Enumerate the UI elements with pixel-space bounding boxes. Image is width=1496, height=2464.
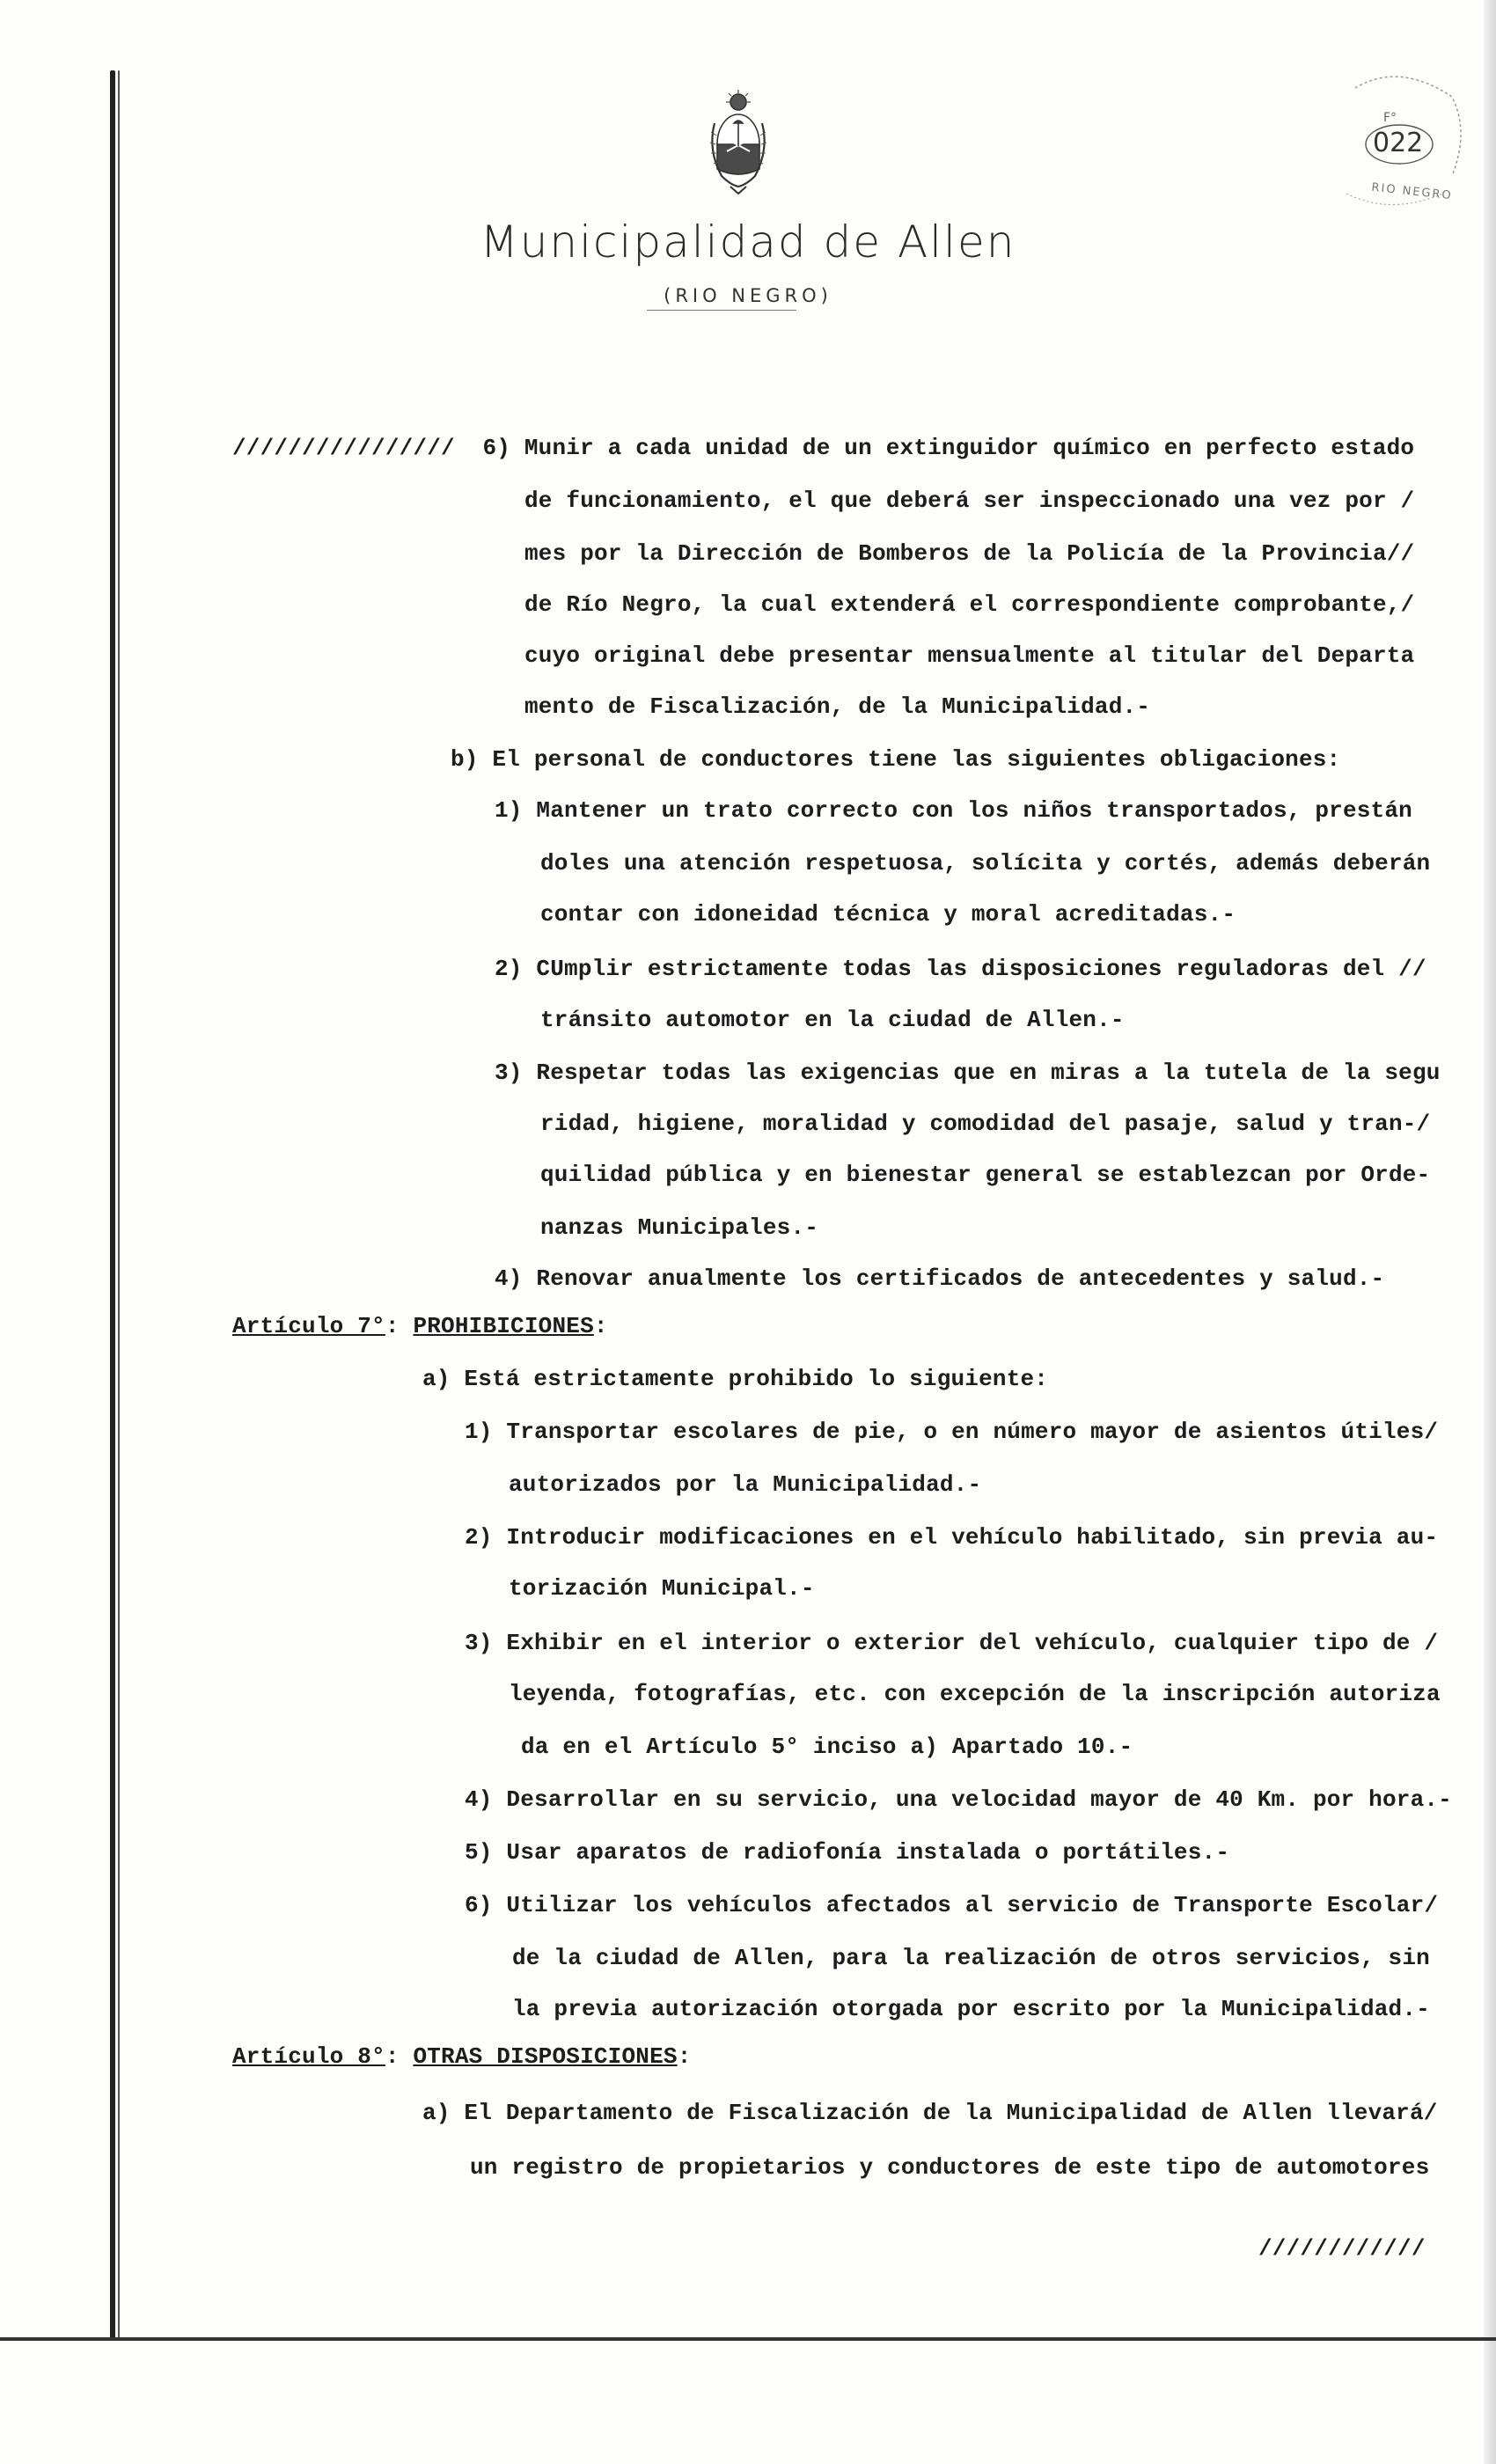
article-8-label: Artículo 8° bbox=[232, 2043, 385, 2070]
text-line: 3) Respetar todas las exigencias que en miras a la tutela de la segu bbox=[495, 1060, 1441, 1086]
text-line: da en el Artículo 5° inciso a) Apartado 10.- bbox=[521, 1734, 1133, 1760]
text-line: ridad, higiene, moralidad y comodidad del pasaje, salud y tran-/ bbox=[540, 1111, 1431, 1137]
article-8-end: : bbox=[677, 2043, 692, 2070]
binding-margin-line-inner bbox=[118, 70, 120, 2341]
stamp-number: 022 bbox=[1373, 128, 1424, 158]
page-edge-shadow bbox=[1484, 0, 1496, 2464]
text-line: torización Municipal.- bbox=[509, 1575, 815, 1602]
text-line: de funcionamiento, el que deberá ser inspeccionado una vez por / bbox=[524, 488, 1415, 514]
text-line: a) Está estrictamente prohibido lo siguiente: bbox=[422, 1366, 1049, 1392]
text-line: 4) Renovar anualmente los certificados de antecedentes y salud.- bbox=[495, 1265, 1385, 1292]
text-line: b) El personal de conductores tiene las siguientes obligaciones: bbox=[451, 746, 1341, 773]
text-line: mes por la Dirección de Bomberos de la Policía de la Provincia// bbox=[524, 540, 1415, 567]
text-line: nanzas Municipales.- bbox=[540, 1214, 819, 1241]
text-line: 1) Transportar escolares de pie, o en número mayor de asientos útiles/ bbox=[465, 1419, 1439, 1445]
text-line: 5) Usar aparatos de radiofonía instalada o portátiles.- bbox=[465, 1839, 1230, 1866]
article-7-label: Artículo 7° bbox=[232, 1313, 385, 1339]
text-line: 6) Utilizar los vehículos afectados al servicio de Transporte Escolar/ bbox=[465, 1892, 1439, 1918]
article-8-title: OTRAS DISPOSICIONES bbox=[413, 2043, 678, 2070]
text-line: a) El Departamento de Fiscalización de la Municipalidad de Allen llevará/ bbox=[422, 2100, 1438, 2126]
page-bottom-rule bbox=[0, 2337, 1496, 2341]
text-line: leyenda, fotografías, etc. con excepción de la inscripción autoriza bbox=[509, 1681, 1441, 1707]
text-line: 4) Desarrollar en su servicio, una velocidad mayor de 40 Km. por hora.- bbox=[465, 1786, 1452, 1813]
continuation-marks: //////////// bbox=[1258, 2235, 1426, 2262]
text-line: tránsito automotor en la ciudad de Allen.- bbox=[540, 1007, 1125, 1033]
text-line: de la ciudad de Allen, para la realización de otros servicios, sin bbox=[512, 1945, 1430, 1971]
text-line: la previa autorización otorgada por escrito por la Municipalidad.- bbox=[512, 1996, 1430, 2022]
text-line: mento de Fiscalización, de la Municipalidad.- bbox=[524, 693, 1151, 720]
text-line: //////////////// 6) Munir a cada unidad de un extinguidor químico en perfecto estado bbox=[232, 435, 1415, 461]
text-line: autorizados por la Municipalidad.- bbox=[509, 1471, 982, 1498]
stamp-top-mark: F° bbox=[1383, 111, 1397, 125]
article-7-sep: : bbox=[385, 1313, 414, 1339]
article-7-title: PROHIBICIONES bbox=[413, 1313, 594, 1339]
binding-margin-line bbox=[110, 70, 115, 2341]
text-line: 2) Introducir modificaciones en el vehículo habilitado, sin previa au- bbox=[465, 1524, 1439, 1551]
text-line: un registro de propietarios y conductores de este tipo de automotores bbox=[470, 2154, 1430, 2181]
article-8-sep: : bbox=[385, 2043, 414, 2070]
article-7-end: : bbox=[593, 1313, 608, 1339]
text-line: contar con idoneidad técnica y moral acreditadas.- bbox=[540, 901, 1236, 928]
letterhead-title: Municipalidad de Allen bbox=[480, 216, 1016, 268]
article-7-heading bbox=[232, 1313, 608, 1339]
coat-of-arms-icon bbox=[702, 88, 774, 199]
letterhead-subtitle: (RIO NEGRO) bbox=[664, 285, 832, 306]
text-line: cuyo original debe presentar mensualmente al titular del Departa bbox=[524, 642, 1415, 669]
letterhead-underline bbox=[647, 310, 796, 311]
text-line: doles una atención respetuosa, solícita y cortés, además deberán bbox=[540, 850, 1431, 876]
text-line: 3) Exhibir en el interior o exterior del vehículo, cualquier tipo de / bbox=[465, 1630, 1439, 1656]
stamp-text: RIO NEGRO bbox=[1370, 180, 1454, 203]
text-line: 1) Mantener un trato correcto con los niños transportados, prestán bbox=[495, 797, 1412, 824]
article-8-heading bbox=[232, 2043, 692, 2070]
folio-stamp bbox=[1329, 62, 1470, 220]
text-line: quilidad pública y en bienestar general se establezcan por Orde- bbox=[540, 1162, 1431, 1188]
text-line: de Río Negro, la cual extenderá el correspondiente comprobante,/ bbox=[524, 591, 1415, 618]
text-line: 2) CUmplir estrictamente todas las disposiciones reguladoras del // bbox=[495, 956, 1426, 982]
